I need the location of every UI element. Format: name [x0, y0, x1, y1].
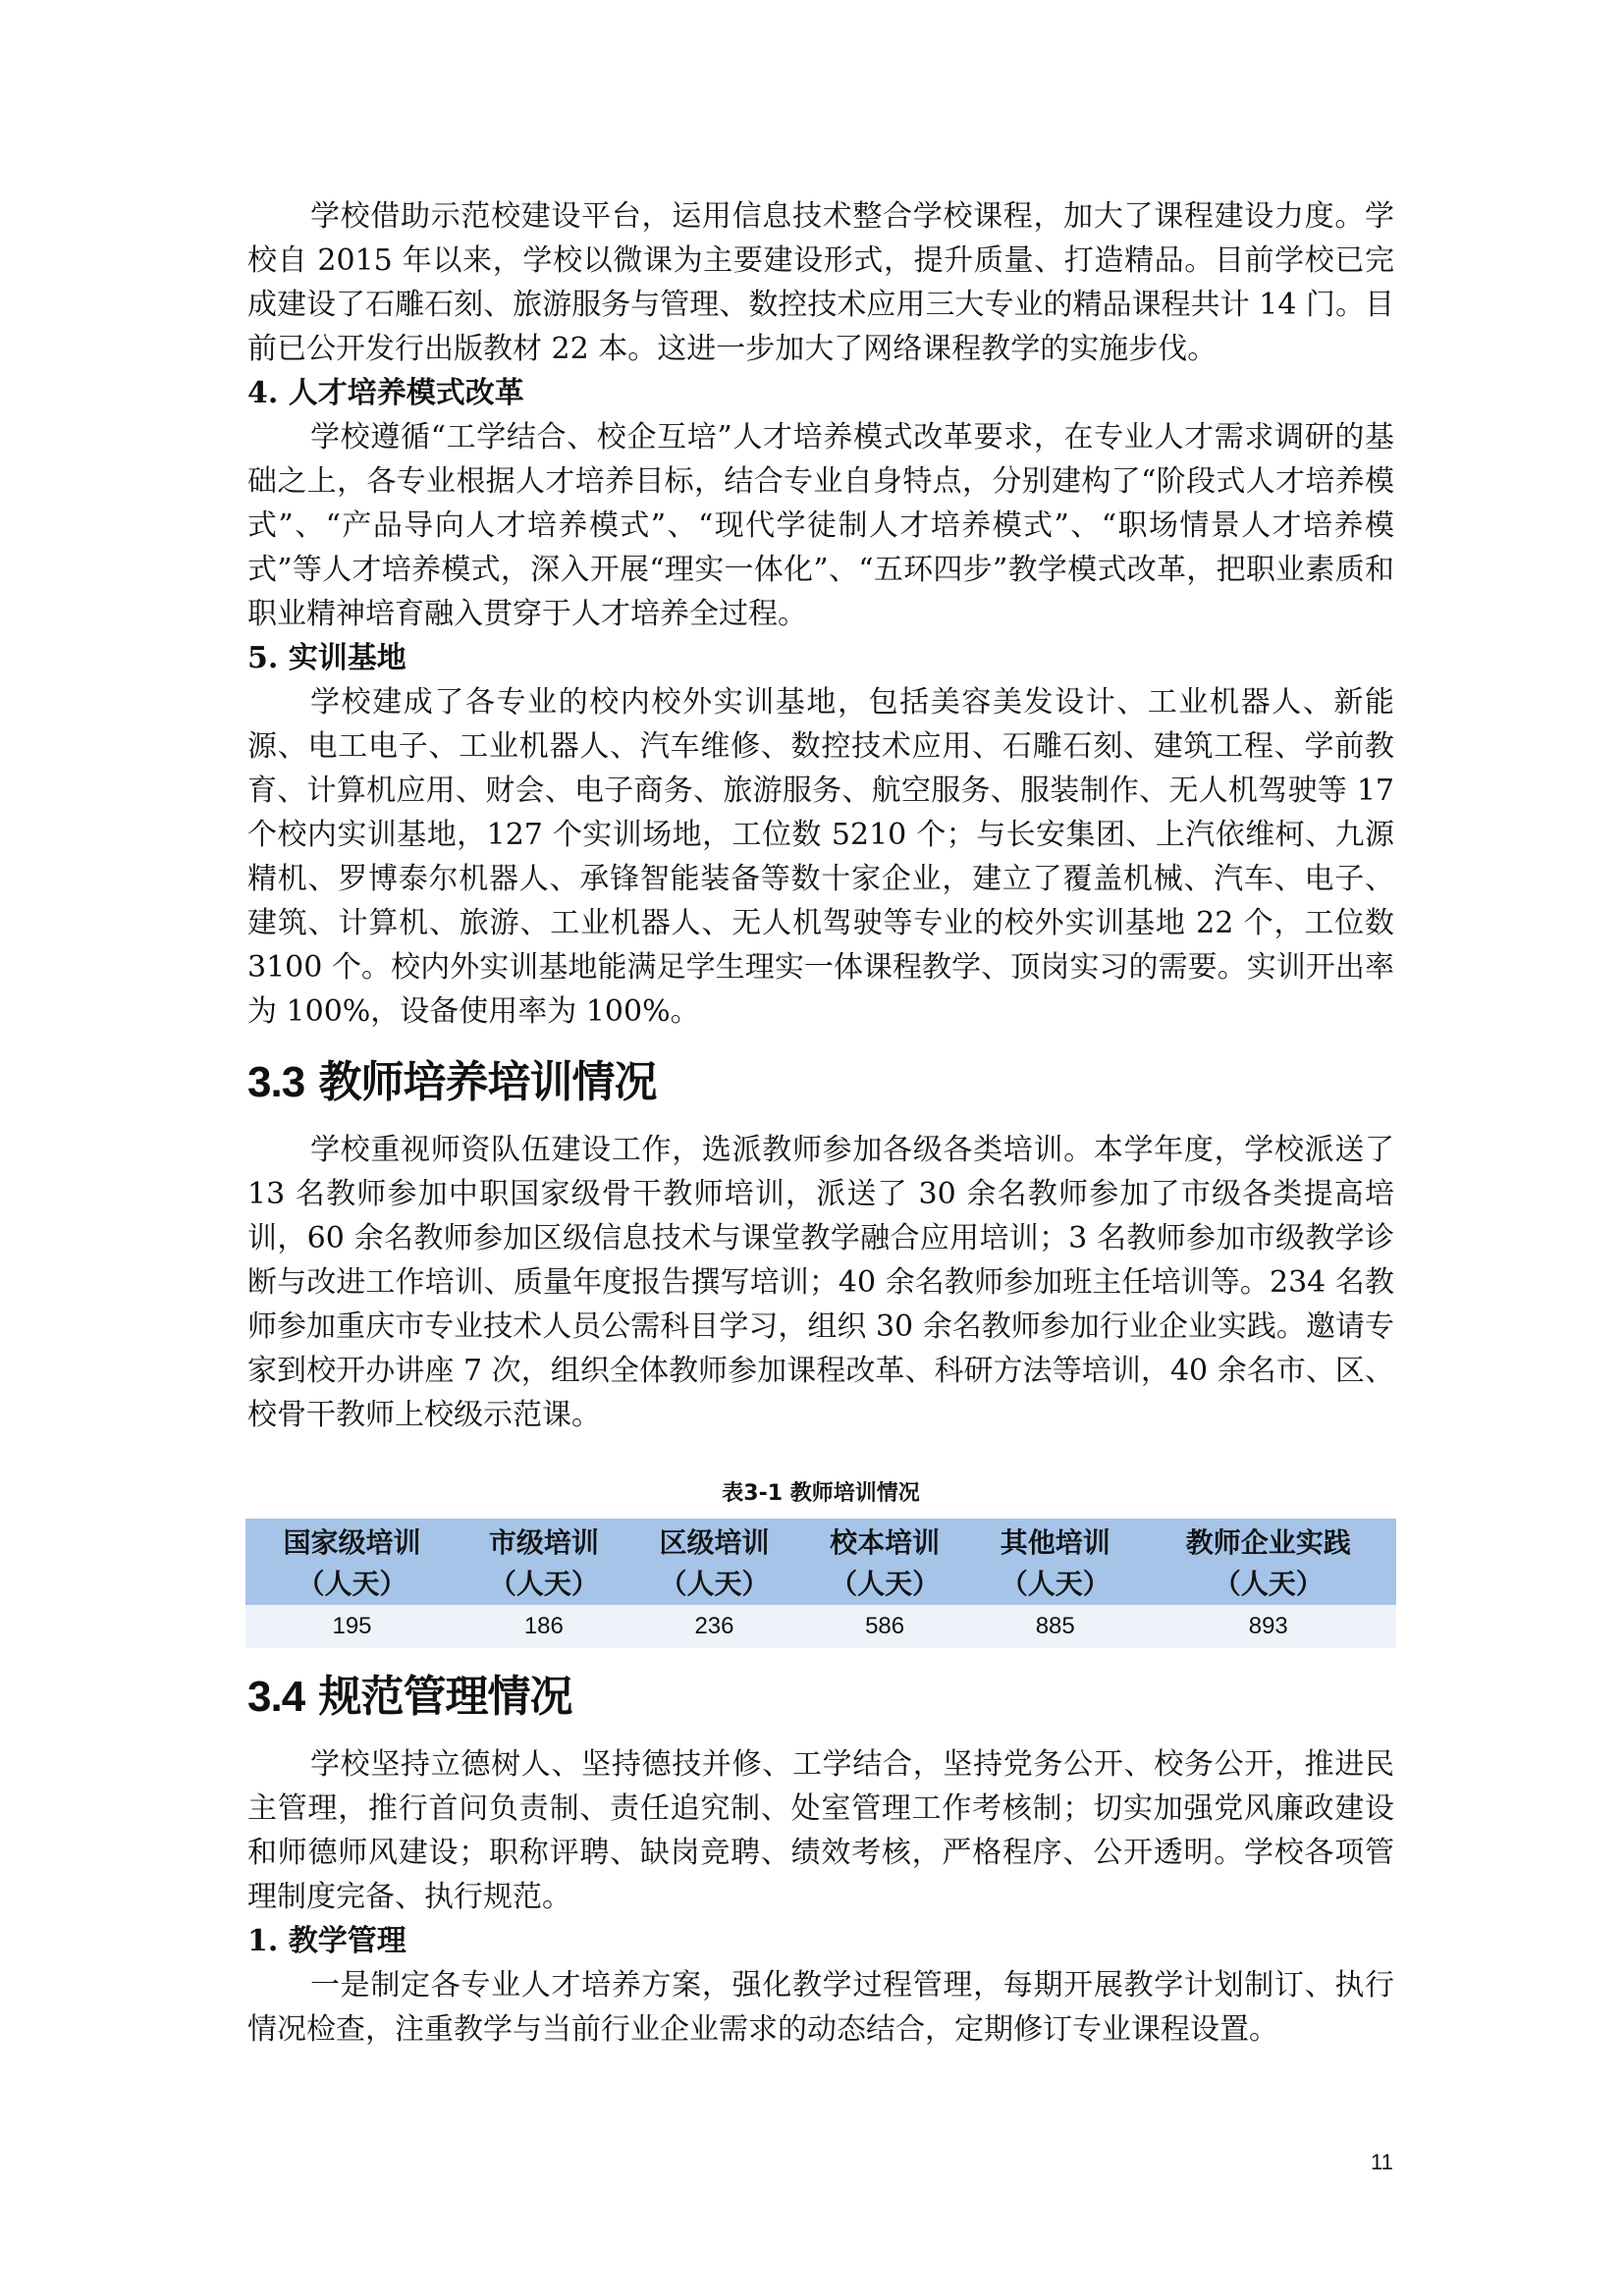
table-header-cell	[245, 1519, 459, 1605]
table-header-cell	[1141, 1519, 1396, 1605]
header-unit: （人天）	[1213, 1568, 1324, 1600]
subheading-teaching-management: 1. 教学管理	[247, 1924, 406, 1958]
header-name: 市级培训	[488, 1526, 599, 1559]
subheading-training-base: 5. 实训基地	[247, 641, 406, 675]
table-cell: 586	[799, 1605, 970, 1648]
teacher-training-table	[245, 1519, 1396, 1648]
table-header-cell	[799, 1519, 970, 1605]
table-cell: 236	[629, 1605, 800, 1648]
page-number: 11	[1371, 2150, 1393, 2174]
table-cell: 893	[1141, 1605, 1396, 1648]
paragraph-teaching-management: 一是制定各专业人才培养方案，强化教学过程管理，每期开展教学计划制订、执行情况检查，注重教学与当前行业企业需求的动态结合，定期修订专业课程设置。	[247, 1968, 1394, 2047]
header-unit: （人天）	[488, 1568, 599, 1600]
section-number: 3.4	[247, 1673, 305, 1721]
paragraph-course-building: 学校借助示范校建设平台，运用信息技术整合学校课程，加大了课程建设力度。学校自 2015 年以来，学校以微课为主要建设形式，提升质量、打造精品。目前学校已完成建设了石雕石刻、旅游服务与管理、数控技术应用三大专业的精品课程共计 14 门。目前已公开发行出版教材 22 本。这进一步加大了网络课程教学的实施步伐。	[247, 199, 1394, 366]
section-heading-3-3	[247, 1055, 1394, 1110]
table-cell: 186	[459, 1605, 629, 1648]
paragraph-talent-mode: 学校遵循“工学结合、校企互培”人才培养模式改革要求，在专业人才需求调研的基础之上，各专业根据人才培养目标，结合专业自身特点，分别建构了“阶段式人才培养模式”、“产品导向人才培养模式”、“现代学徒制人才培养模式”、“职场情景人才培养模式”等人才培养模式，深入开展“理实一体化”、“五环四步”教学模式改革，把职业素质和职业精神培育融入贯穿于人才培养全过程。	[247, 420, 1394, 631]
subheading-talent-mode: 4. 人才培养模式改革	[247, 376, 524, 410]
header-unit: （人天）	[297, 1568, 407, 1600]
table-cell: 885	[970, 1605, 1141, 1648]
header-name: 教师企业实践	[1185, 1526, 1351, 1559]
table-cell: 195	[245, 1605, 459, 1648]
table-header-row	[245, 1519, 1396, 1605]
table-header-cell	[459, 1519, 629, 1605]
header-unit: （人天）	[659, 1568, 770, 1600]
document-page	[247, 194, 1394, 2052]
table-row	[245, 1605, 1396, 1648]
table-header-cell	[970, 1519, 1141, 1605]
section-title: 规范管理情况	[318, 1672, 572, 1722]
section-heading-3-4	[247, 1670, 1394, 1725]
section-title: 教师培养培训情况	[318, 1057, 657, 1107]
paragraph-teacher-training: 学校重视师资队伍建设工作，选派教师参加各级各类培训。本学年度，学校派送了 13 名教师参加中职国家级骨干教师培训，派送了 30 余名教师参加了市级各类提高培训，60 余名教师参加区级信息技术与课堂教学融合应用培训；3 名教师参加市级教学诊断与改进工作培训、质量年度报告撰写培训；40 余名教师参加班主任培训等。234 名教师参加重庆市专业技术人员公需科目学习，组织 30 余名教师参加行业企业实践。邀请专家到校开办讲座 7 次，组织全体教师参加课程改革、科研方法等培训，40 余名市、区、校骨干教师上校级示范课。	[247, 1133, 1394, 1432]
section-number: 3.3	[247, 1058, 305, 1106]
paragraph-management: 学校坚持立德树人、坚持德技并修、工学结合，坚持党务公开、校务公开，推进民主管理，推行首问负责制、责任追究制、处室管理工作考核制；切实加强党风廉政建设和师德师风建设；职称评聘、缺岗竞聘、绩效考核，严格程序、公开透明。学校各项管理制度完备、执行规范。	[247, 1747, 1394, 1914]
table-caption: 表3-1 教师培训情况	[722, 1481, 920, 1506]
header-name: 校本培训	[830, 1526, 941, 1559]
header-unit: （人天）	[1000, 1568, 1110, 1600]
header-name: 国家级培训	[283, 1526, 421, 1559]
table-header-cell	[629, 1519, 800, 1605]
paragraph-training-base: 学校建成了各专业的校内校外实训基地，包括美容美发设计、工业机器人、新能源、电工电子、工业机器人、汽车维修、数控技术应用、石雕石刻、建筑工程、学前教育、计算机应用、财会、电子商务、旅游服务、航空服务、服装制作、无人机驾驶等 17 个校内实训基地，127 个实训场地，工位数 5210 个；与长安集团、上汽依维柯、九源精机、罗博泰尔机器人、承锋智能装备等数十家企业，建立了覆盖机械、汽车、电子、建筑、计算机、旅游、工业机器人、无人机驾驶等专业的校外实训基地 22 个，工位数 3100 个。校内外实训基地能满足学生理实一体课程教学、顶岗实习的需要。实训开出率为 100%，设备使用率为 100%。	[247, 685, 1394, 1029]
header-name: 区级培训	[659, 1526, 770, 1559]
header-unit: （人天）	[830, 1568, 941, 1600]
header-name: 其他培训	[1000, 1526, 1110, 1559]
